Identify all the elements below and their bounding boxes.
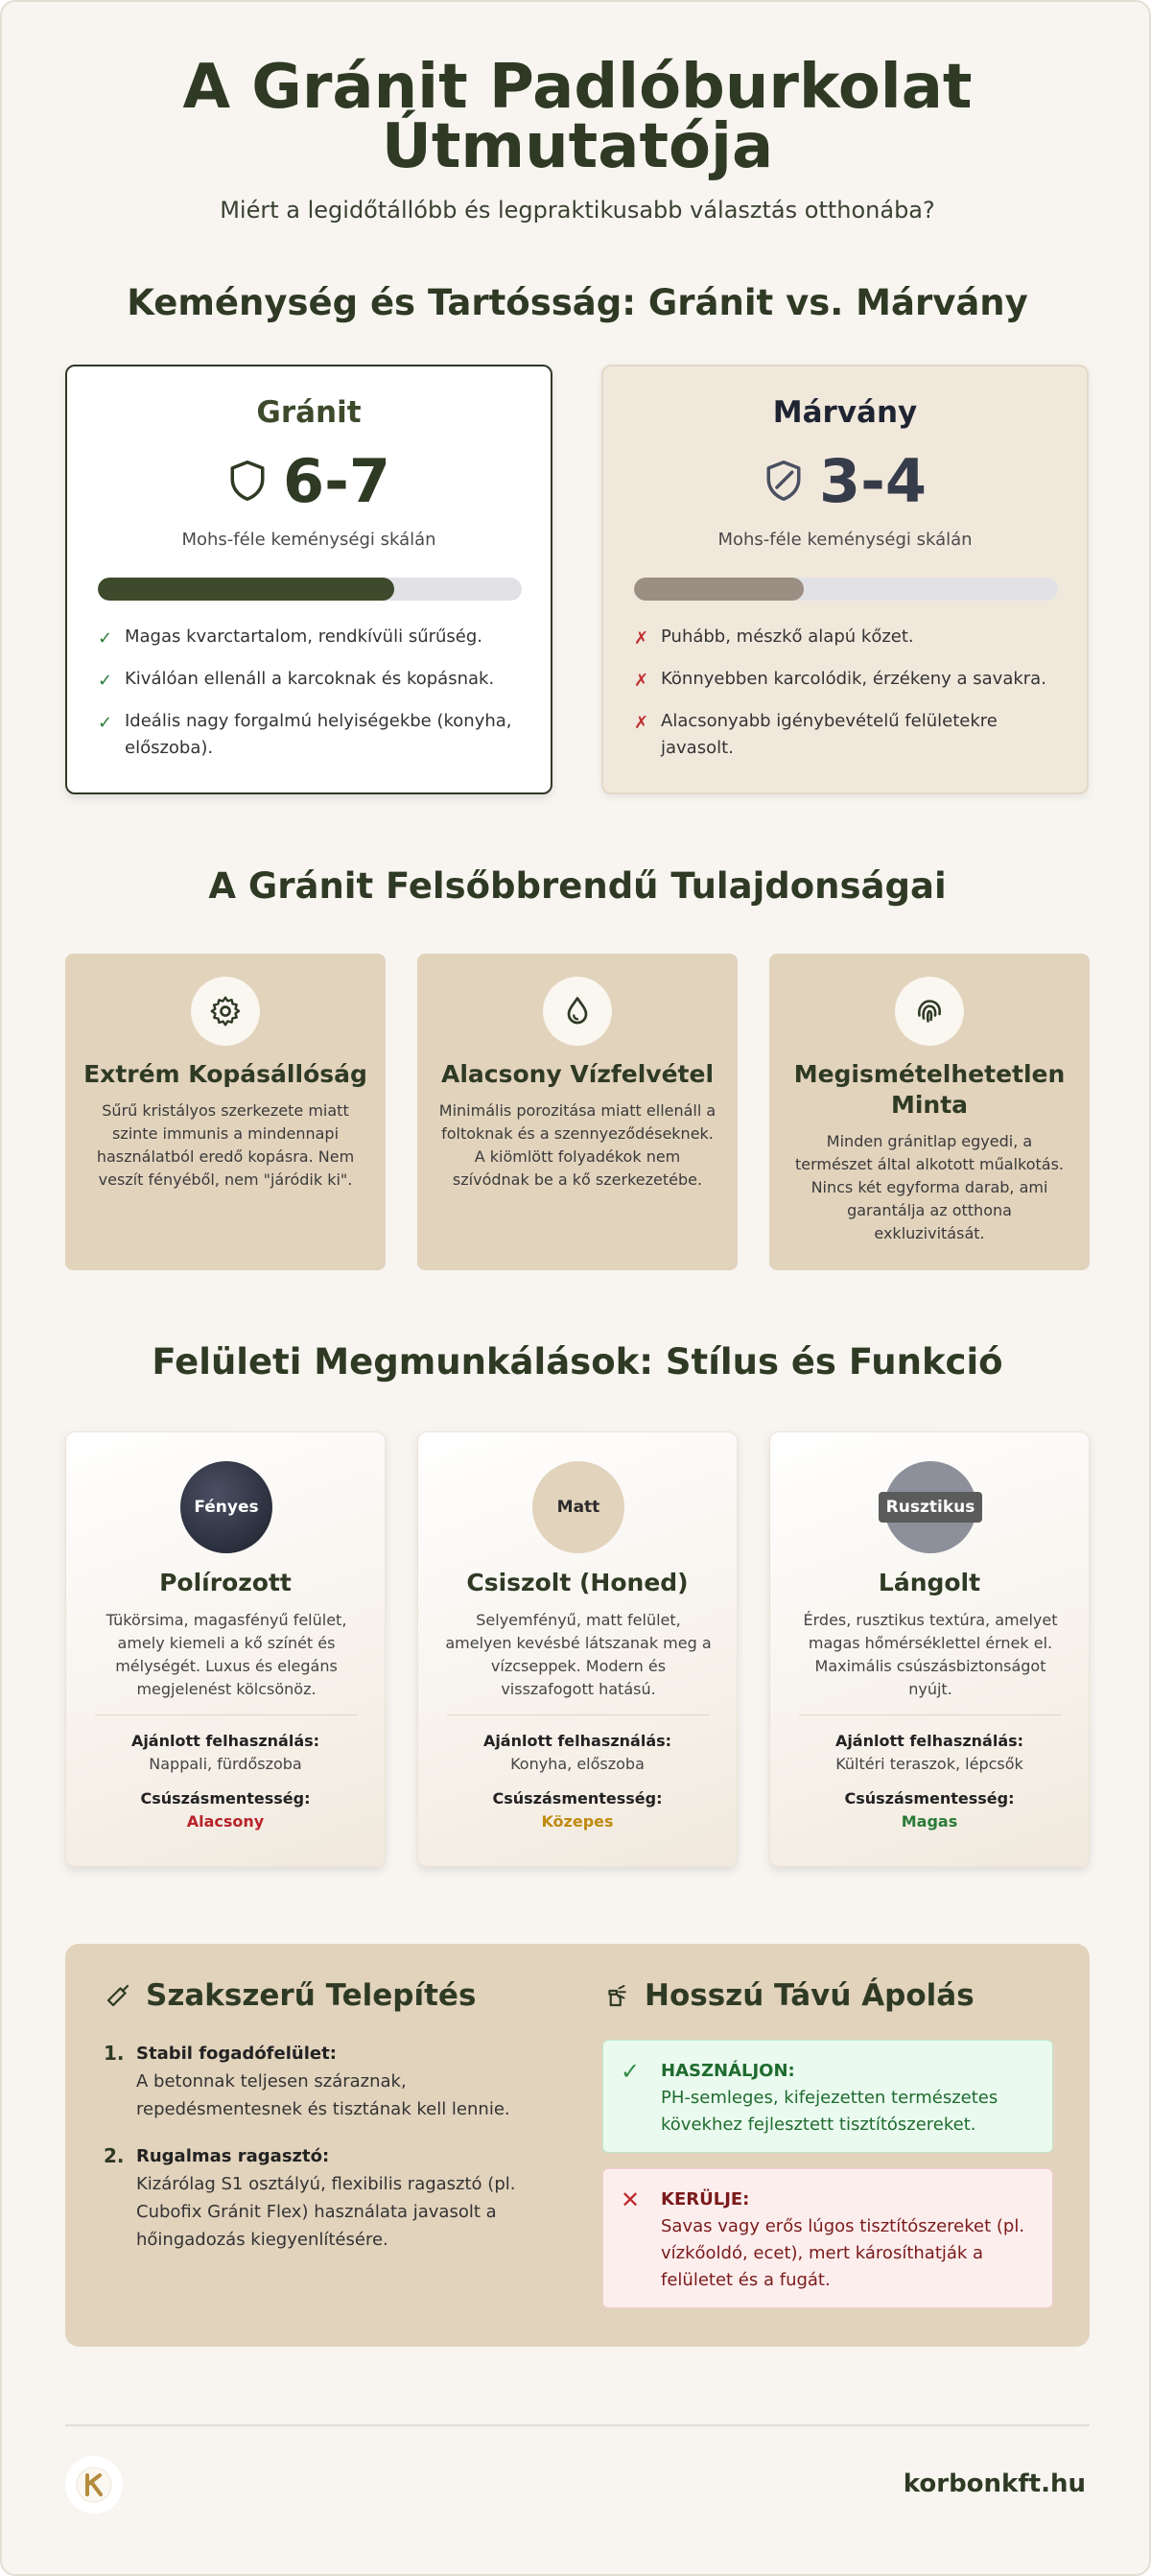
property-card-pattern [769,954,1090,1270]
fingerprint-icon-wrap [895,977,964,1046]
finish-use-label: Ajánlott felhasználás: [482,1732,672,1750]
install-care-panel [65,1944,1090,2347]
care-avoid-box [602,2168,1053,2308]
property-desc: Sűrű kristályos szerkezete miatt szinte immunis a mindennapi használatból eredő kopásra. Nem veszít fényéből, nem "járódik ki". [96,1101,355,1189]
property-title: Alacsony Vízfelvétel [440,1060,715,1088]
finish-title: Csiszolt (Honed) [466,1569,689,1596]
finish-use-value: Kültéri teraszok, lépcsők [835,1755,1023,1773]
marble-points [634,624,1058,777]
property-title: Extrém Kopásállóság [83,1060,367,1088]
care-avoid-label: KERÜLJE: [661,2189,750,2210]
list-item: ✓ Magas kvarctartalom, rendkívüli sűrűség. [98,624,522,650]
shield-slash-icon [763,459,804,503]
cross-icon: ✗ [634,628,649,649]
finish-slip-label: Csúszásmentesség: [844,1789,1015,1808]
property-title: Megismételhetetlen Minta [793,1060,1066,1119]
finish-title: Lángolt [878,1569,981,1596]
finish-swatch: Matt [532,1461,624,1553]
finish-slip-value: Közepes [541,1812,614,1831]
page-title-line2: Útmutatója [381,111,774,182]
water-drop-icon-wrap [543,977,612,1046]
finish-slip-value: Alacsony [186,1812,265,1831]
granite-hardness-bar [98,578,522,601]
finish-slip-value: Magas [901,1812,958,1831]
list-item: ✗ Puhább, mészkő alapú kőzet. [634,624,1058,650]
finish-desc: Érdes, rusztikus textúra, amelyet magas hőmérséklettel érnek el. Maximális csúszásbiztonságot nyújt. [803,1611,1058,1698]
finish-card-honed [417,1431,738,1867]
install-steps [104,2040,535,2273]
care-use-text: PH-semleges, kifejezetten természetes kövekhez fejlesztett tisztítószereket. [661,2088,998,2135]
finishes-heading: Felületi Megmunkálások: Stílus és Funkció [152,1341,1003,1383]
page-title [2,52,1151,182]
close-icon: ✕ [621,2186,641,2213]
gear-icon-wrap [191,977,260,1046]
fingerprint-icon [912,994,947,1028]
property-card-wear [65,954,386,1270]
marble-scale-label: Mohs-féle keménységi skálán [717,530,973,550]
marble-card [601,365,1089,794]
granite-scale-label: Mohs-féle keménységi skálán [181,530,436,550]
finish-swatch: Fényes [180,1461,272,1553]
finish-slip-label: Csúszásmentesség: [492,1789,663,1808]
check-icon: ✓ [98,713,113,733]
water-drop-icon [560,994,595,1028]
page-subtitle: Miért a legidőtállóbb és legpraktikusabb választás otthonába? [220,197,935,224]
finish-desc: Tükörsima, magasfényű felület, amely kiemeli a kő színét és mélységét. Luxus és elegáns megjelenést kölcsönöz. [106,1611,347,1698]
marble-name: Márvány [772,395,918,430]
logo-icon [75,2466,113,2504]
property-card-water [417,954,738,1270]
finish-use-label: Ajánlott felhasználás: [130,1732,320,1750]
list-item: ✓ Kiválóan ellenáll a karcoknak és kopásnak. [98,666,522,693]
check-icon: ✓ [98,628,113,649]
gear-icon [208,994,243,1028]
finish-desc: Selyemfényű, matt felület, amelyen kevésbé látszanak meg a vízcseppek. Modern és visszafogott hatású. [445,1611,712,1698]
footer-divider [65,2424,1090,2426]
check-icon: ✓ [98,671,113,691]
care-use-box [602,2040,1053,2153]
finish-use-value: Konyha, előszoba [510,1755,645,1773]
finish-card-flamed [769,1431,1090,1867]
hardness-heading: Keménység és Tartósság: Gránit vs. Márvány [127,282,1028,323]
list-item: ✓ Ideális nagy forgalmú helyiségekbe (konyha, előszoba). [98,711,512,758]
care-use-label: HASZNÁLJON: [661,2061,795,2081]
marble-score-row [603,447,1087,514]
footer-domain-link[interactable]: korbonkft.hu [903,2470,1086,2498]
trowel-icon [104,1981,132,2010]
spray-bottle-icon [602,1981,631,2010]
properties-heading: A Gránit Felsőbbrendű Tulajdonságai [208,865,947,907]
marble-score: 3-4 [818,445,927,516]
list-item: ✗ Alacsonyabb igénybevételű felületekre javasolt. [634,711,998,758]
divider [799,1714,1062,1715]
divider [95,1714,358,1715]
install-heading: Szakszerű Telepítés [104,1978,476,2013]
marble-hardness-fill [634,578,804,601]
property-desc: Minden gránitlap egyedi, a természet által alkotott műalkotás. Nincs két egyforma darab, ami garantálja az otthona exkluzivitását. [794,1132,1065,1242]
granite-score: 6-7 [282,445,390,516]
granite-score-row [67,447,551,514]
granite-name: Gránit [256,395,362,430]
care-avoid-text: Savas vagy erős lúgos tisztítószereket (pl. vízkőoldó, ecet), mert károsíthatják a felületet és a fugát. [661,2216,1025,2290]
list-item: ✗ Könnyebben karcolódik, érzékeny a savakra. [634,666,1058,693]
list-item: 1. Stabil fogadófelület: A betonnak teljesen száraznak, repedésmentesnek és tisztának kell lennie. [104,2042,510,2119]
granite-points [98,624,522,777]
granite-hardness-fill [98,578,394,601]
marble-hardness-bar [634,578,1058,601]
finish-title: Polírozott [159,1569,292,1596]
finish-use-value: Nappali, fürdőszoba [149,1755,302,1773]
finish-slip-label: Csúszásmentesség: [140,1789,311,1808]
cross-icon: ✗ [634,713,649,733]
property-desc: Minimális porozitása miatt ellenáll a foltoknak és a szennyeződéseknek. A kiömlött folyadékok nem szívódnak be a kő szerkezetébe. [438,1101,716,1189]
shield-icon [227,459,268,503]
check-icon: ✓ [621,2058,641,2085]
finish-swatch: Rusztikus [884,1461,976,1553]
company-logo[interactable] [65,2456,123,2514]
granite-card [65,365,552,794]
list-item: 2. Rugalmas ragasztó: Kizárólag S1 osztályú, flexibilis ragasztó (pl. Cubofix Gránit Flex) használata javasolt a hőingadozás kiegyenlítésére. [104,2144,516,2250]
finish-use-label: Ajánlott felhasználás: [834,1732,1024,1750]
cross-icon: ✗ [634,671,649,691]
divider [447,1714,710,1715]
page-title-line1: A Gránit Padlóburkolat [182,52,973,123]
finish-card-polished [65,1431,386,1867]
care-heading: Hosszú Távú Ápolás [602,1978,975,2013]
